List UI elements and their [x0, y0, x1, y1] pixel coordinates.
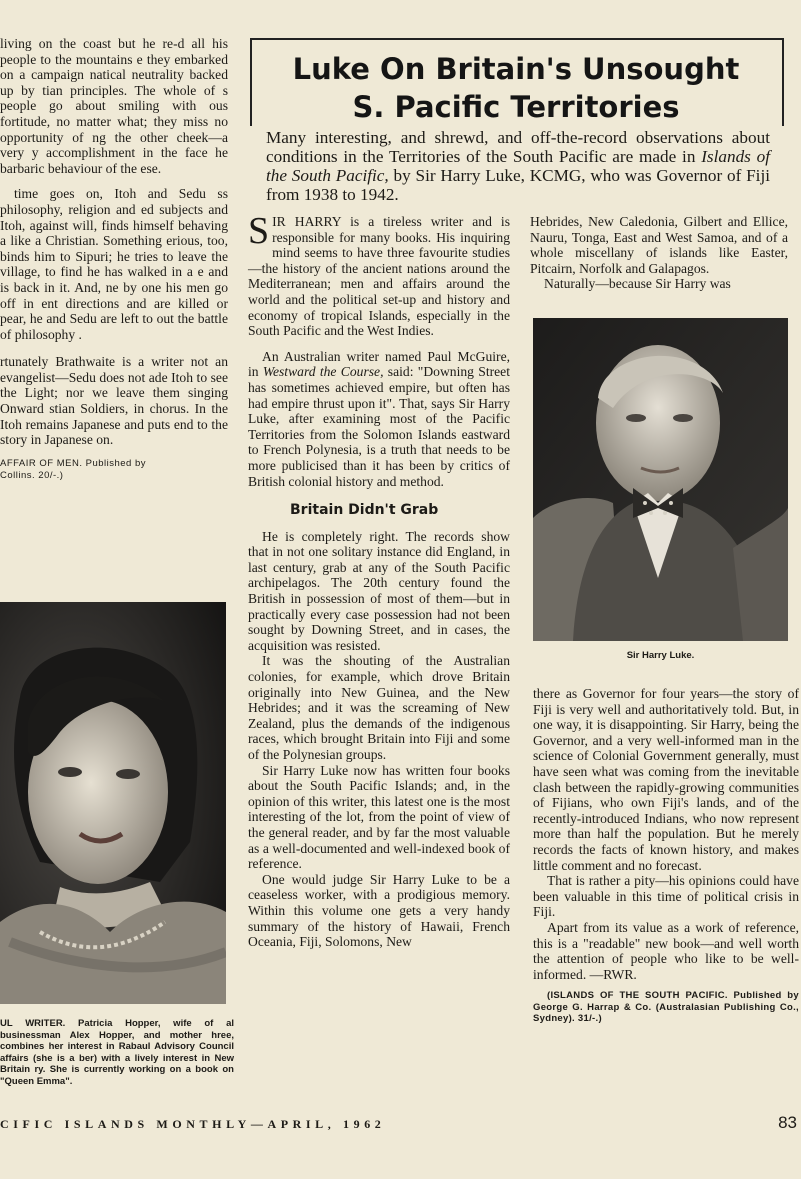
hopper-photo-caption: UL WRITER. Patricia Hopper, wife of al businessman Alex Hopper, and mother hree, combines her interest in Rabaul Advisory Council affairs (she is a ber) with a lively interest in New Britain ry. She is currently working on a book on "Queen Emma". — [0, 1018, 234, 1087]
page-footer — [0, 1113, 801, 1136]
magazine-footer-title: CIFIC ISLANDS MONTHLY—APRIL, 1962 — [0, 1117, 386, 1131]
article-paragraph: Sir Harry Luke now has written four books about the South Pacific Islands; and, in the opinion of this writer, this latest one is the most interesting of the lot, from the point of view of the general reader, and by far the most valuable as a well-documented and well-indexed book of reference. — [248, 762, 510, 872]
book-credit: (ISLANDS OF THE SOUTH PACIFIC. Published by George G. Harrap & Co. (Australasian Publishing Co., Sydney). 31/-.) — [533, 990, 799, 1025]
paragraph-text: said: "Downing Street has sometimes achieved empire, but often has had empire thrust upon it". That, says Sir Harry Luke, after examining most of the Pacific Territories from the Solomon Islands eastward to French Polynesia, is a truth that needs to be more publicised than it has been by critics of British colonial history and method. — [248, 364, 510, 489]
standfirst-text: by Sir Harry Luke, KCMG, who was Governor of Fiji from 1938 to 1942. — [266, 166, 770, 204]
drop-cap: S — [248, 210, 270, 252]
left-paragraph: rtunately Brathwaite is a writer not an evangelist—Sedu does not ade Itoh to see the Light; nor we leave them singing Onward stian Soldiers, in chorus. In the Itoh remains Japanese and puts end to the story in Japanese on. — [0, 354, 228, 448]
left-book-credit — [0, 458, 228, 482]
article-headline — [252, 50, 780, 126]
left-paragraph: time goes on, Itoh and Sedu ss philosophy, religion and ed subjects and Itoh, against will, finds himself behaving a like a Christian. Something erious, too, binds him to Sipuri; he tries to leave the village, to find he has walked in a e and is back in it. And, ne by one his men go off in ent directions and are killed or pear, he and Sedu are left to out the battle of philosophy . — [0, 186, 228, 342]
left-credit-line: AFFAIR OF MEN. Published by — [0, 457, 147, 469]
section-subhead: Britain Didn't Grab — [290, 502, 439, 519]
left-paragraph: living on the coast but he re-d all his people to the mountains e they embarked on a campaign natical neutrality backed up by tian principles. The whole of s people go about smiling with ous fortitude, no matter what; they miss no opportunity of ng the other cheek—a very y accomplishment in the face he barbaric behaviour of the ese. — [0, 36, 228, 176]
article-paragraph: One would judge Sir Harry Luke to be a ceaseless worker, with a prodigious memory. Within this volume one gets a very handy summary of the history of Hawaii, French Oceania, Fiji, Solomons, New — [248, 871, 510, 950]
article-right-column-bottom — [533, 686, 799, 1025]
standfirst-text: Many interesting, and shrewd, and off-the-record observations about conditions in the Territories of the South Pacific are made in — [266, 128, 770, 166]
article-paragraph: Naturally—because Sir Harry was — [544, 276, 731, 292]
left-credit-line: Collins. 20/-.) — [0, 469, 64, 481]
book-title: Islands of the South Pacific, — [266, 147, 770, 185]
paragraph-text: IR HARRY is a tireless writer and is responsible for many books. His inquiring mind seems to have three favourite studies—the history of the ancient nations around the Mediterranean; men and affairs around the world and the political set-up and history and economy of tropical Islands, especially in the South Pacific and the West Indies. — [248, 214, 510, 339]
article-paragraph: Hebrides, New Caledonia, Gilbert and Ellice, Nauru, Tonga, East and West Samoa, and of a whole miscellany of islands like Easter, Pitcairn, Norfolk and Galapagos. — [530, 214, 788, 276]
paragraph-text: An Australian writer named Paul McGuire, in — [248, 348, 510, 380]
luke-photo-caption: Sir Harry Luke. — [626, 650, 695, 661]
article-standfirst — [266, 128, 770, 204]
sir-harry-luke-photo — [533, 318, 788, 641]
article-paragraph: there as Governor for four years—the story of Fiji is very well and authoritatively told. But, in one way, it is disappointing. Sir Harry, being the Governor, and a very well-informed man in the science of Colonial Government generally, must have seen what was coming from the inevitable clash between the rapidly-growing communities of Fijians, who own Fiji's lands, and of the recently-introduced Indians, who now represent more than half the population. But he merely records the facts of known history, and makes little comment and no forecast. — [533, 686, 799, 873]
patricia-hopper-photo — [0, 602, 226, 1004]
book-title: Westward the Course, — [262, 364, 384, 380]
page-number: 83 — [778, 1113, 797, 1132]
headline-line: Luke On Britain's Unsought — [292, 52, 740, 86]
article-paragraph: That is rather a pity—his opinions could have been valuable in this time of political crisis in Fiji. — [533, 873, 799, 920]
headline-line: S. Pacific Territories — [352, 90, 680, 124]
article-paragraph: Apart from its value as a work of reference, this is a "readable" new book—and well worth the attention of people who like to be well-informed. —RWR. — [533, 919, 799, 982]
article-paragraph: It was the shouting of the Australian colonies, for example, which drove Britain originally into New Guinea, and the New Hebrides; and it was the screaming of New Zealand, plus the demands of the indigenous races, which brought Britain into Fiji and some of the Polynesian groups. — [248, 653, 510, 762]
portrait-man-image — [533, 318, 788, 641]
left-column-text — [0, 36, 228, 482]
article-middle-column — [248, 210, 510, 950]
article-paragraph — [248, 349, 510, 489]
portrait-woman-image — [0, 602, 226, 1004]
article-paragraph — [248, 210, 510, 339]
article-paragraph: He is completely right. The records show that in not one solitary instance did England, in last century, grab at any of the South Pacific archipelagos. The 20th century found the British in possession of most of them—but in practically every case possession had not been sought by Downing Street, and in cases, the acquisition was resisted. — [248, 528, 510, 653]
article-right-column-top — [530, 214, 788, 292]
